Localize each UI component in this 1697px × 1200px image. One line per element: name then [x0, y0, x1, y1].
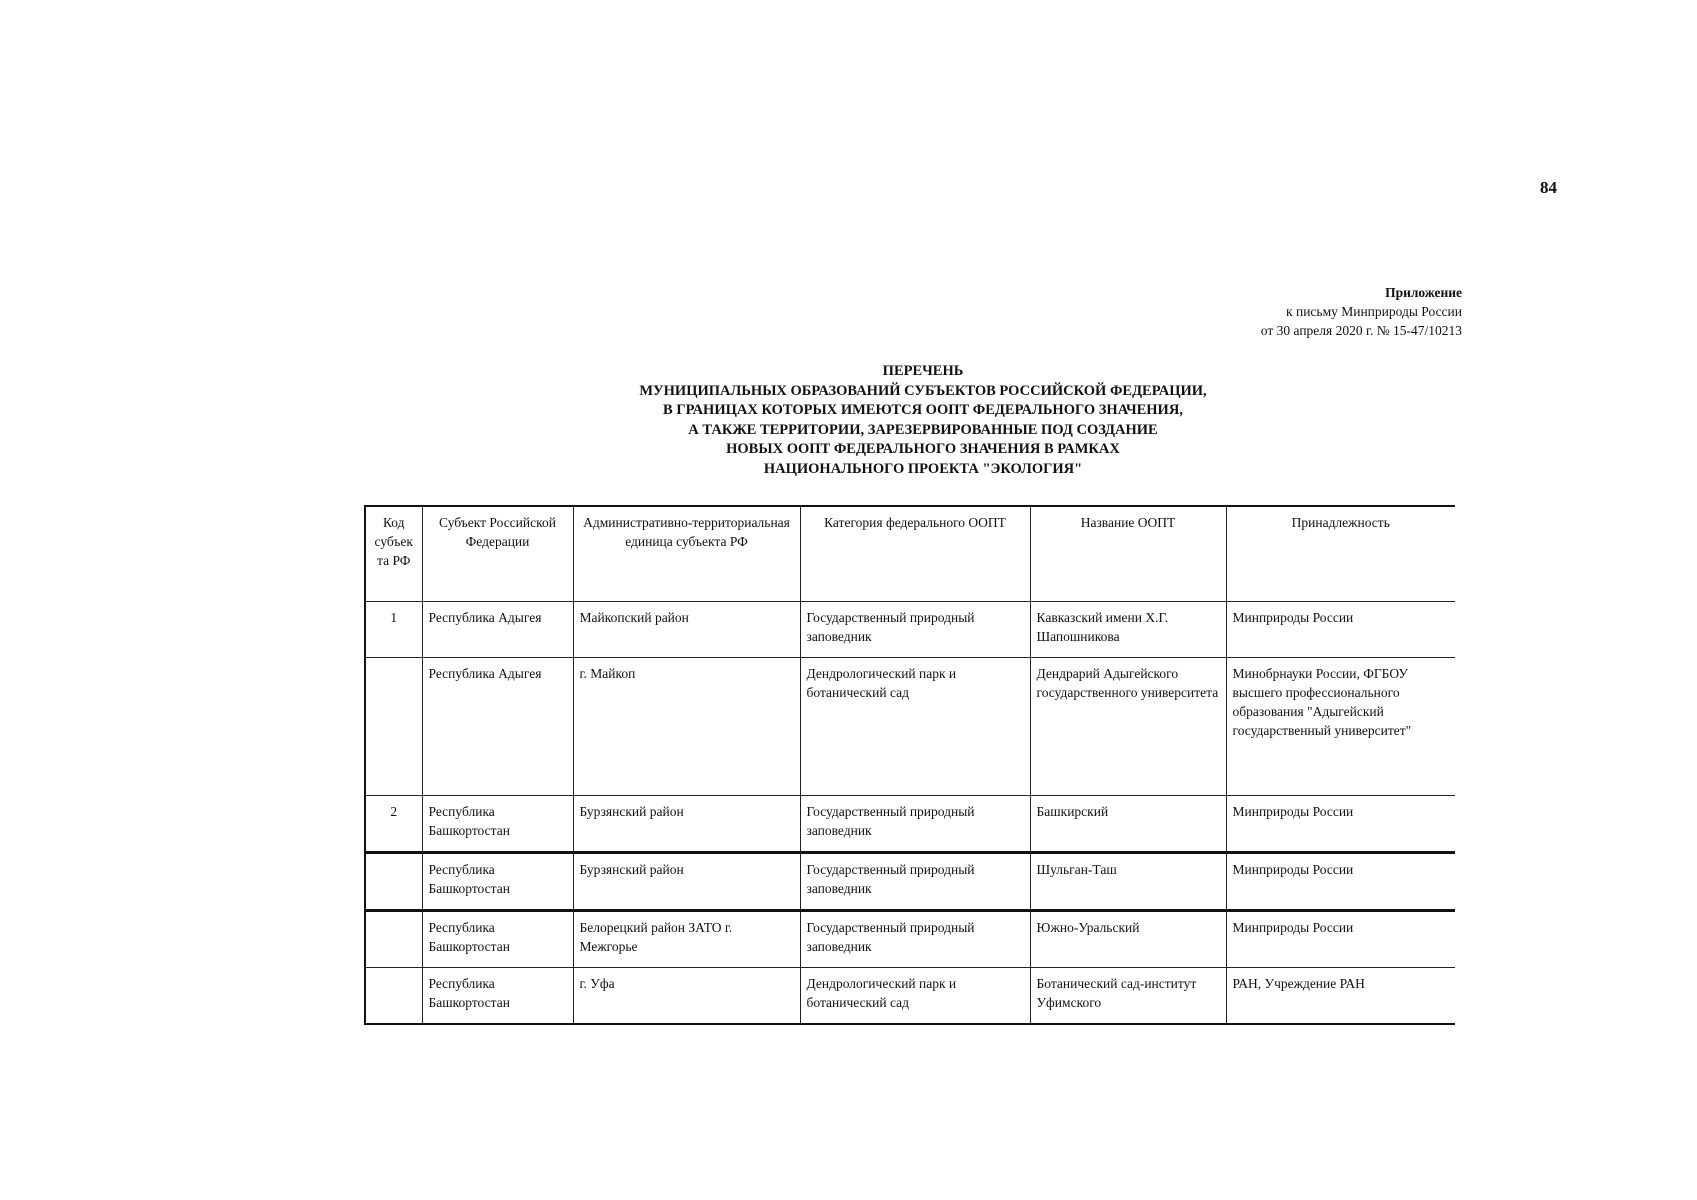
cell-code: 2 [365, 796, 422, 853]
document-title [563, 362, 1283, 479]
document-title-line: НАЦИОНАЛЬНОГО ПРОЕКТА "ЭКОЛОГИЯ" [763, 460, 1083, 477]
header-category: Категория федерального ООПТ [800, 506, 1030, 602]
table-row [365, 658, 1455, 796]
cell-admin-unit: г. Майкоп [573, 658, 800, 796]
table-row [365, 796, 1455, 853]
cell-owner: Минобрнауки России, ФГБОУ высшего профессионального образования "Адыгейский государственный университет" [1226, 658, 1455, 796]
cell-subject: Республика Башкортостан [422, 853, 573, 911]
table-row [365, 911, 1455, 968]
oopt-table [364, 505, 1455, 1025]
cell-admin-unit: Белорецкий район ЗАТО г. Межгорье [573, 911, 800, 968]
cell-subject: Республика Башкортостан [422, 968, 573, 1025]
cell-category: Дендрологический парк и ботанический сад [800, 968, 1030, 1025]
cell-code [365, 911, 422, 968]
table-row [365, 602, 1455, 658]
cell-admin-unit: Бурзянский район [573, 853, 800, 911]
cell-owner: Минприроды России [1226, 911, 1455, 968]
cell-code [365, 853, 422, 911]
cell-admin-unit: г. Уфа [573, 968, 800, 1025]
annex-block [1261, 283, 1462, 340]
cell-subject: Республика Башкортостан [422, 796, 573, 853]
cell-oopt-name: Шульган-Таш [1030, 853, 1226, 911]
annex-letter-reference: к письму Минприроды России [1286, 304, 1462, 319]
annex-letter-date: от 30 апреля 2020 г. № 15-47/10213 [1260, 323, 1462, 338]
cell-admin-unit: Бурзянский район [573, 796, 800, 853]
cell-oopt-name: Башкирский [1030, 796, 1226, 853]
cell-code [365, 658, 422, 796]
cell-owner: Минприроды России [1226, 853, 1455, 911]
cell-oopt-name: Дендрарий Адыгейского государственного университета [1030, 658, 1226, 796]
header-subject: Субъект Российской Федерации [422, 506, 573, 602]
table-header-row [365, 506, 1455, 602]
header-owner: Принадлежность [1226, 506, 1455, 602]
cell-subject: Республика Адыгея [422, 602, 573, 658]
document-title-line: ПЕРЕЧЕНЬ [882, 363, 964, 379]
cell-subject: Республика Башкортостан [422, 911, 573, 968]
cell-owner: Минприроды России [1226, 796, 1455, 853]
header-oopt-name: Название ООПТ [1030, 506, 1226, 602]
cell-code [365, 968, 422, 1025]
annex-title: Приложение [1385, 285, 1462, 300]
cell-oopt-name: Ботанический сад-институт Уфимского [1030, 968, 1226, 1025]
table-row [365, 968, 1455, 1025]
cell-subject: Республика Адыгея [422, 658, 573, 796]
document-title-line: МУНИЦИПАЛЬНЫХ ОБРАЗОВАНИЙ СУБЪЕКТОВ РОССИЙСКОЙ ФЕДЕРАЦИИ, [639, 382, 1207, 399]
table-row [365, 853, 1455, 911]
cell-category: Государственный природный заповедник [800, 602, 1030, 658]
header-subject-code: Код субъекта РФ [365, 506, 422, 602]
document-title-line: А ТАКЖЕ ТЕРРИТОРИИ, ЗАРЕЗЕРВИРОВАННЫЕ ПОД СОЗДАНИЕ [688, 421, 1158, 438]
cell-oopt-name: Кавказский имени Х.Г. Шапошникова [1030, 602, 1226, 658]
cell-code: 1 [365, 602, 422, 658]
cell-owner: РАН, Учреждение РАН [1226, 968, 1455, 1025]
cell-oopt-name: Южно-Уральский [1030, 911, 1226, 968]
cell-category: Государственный природный заповедник [800, 911, 1030, 968]
cell-category: Государственный природный заповедник [800, 853, 1030, 911]
cell-owner: Минприроды России [1226, 602, 1455, 658]
page-number: 84 [1540, 178, 1557, 197]
cell-category: Дендрологический парк и ботанический сад [800, 658, 1030, 796]
document-title-line: НОВЫХ ООПТ ФЕДЕРАЛЬНОГО ЗНАЧЕНИЯ В РАМКАХ [726, 441, 1120, 457]
header-admin-unit: Административно-территориальная единица субъекта РФ [573, 506, 800, 602]
document-title-line: В ГРАНИЦАХ КОТОРЫХ ИМЕЮТСЯ ООПТ ФЕДЕРАЛЬНОГО ЗНАЧЕНИЯ, [663, 402, 1183, 418]
cell-category: Государственный природный заповедник [800, 796, 1030, 853]
cell-admin-unit: Майкопский район [573, 602, 800, 658]
